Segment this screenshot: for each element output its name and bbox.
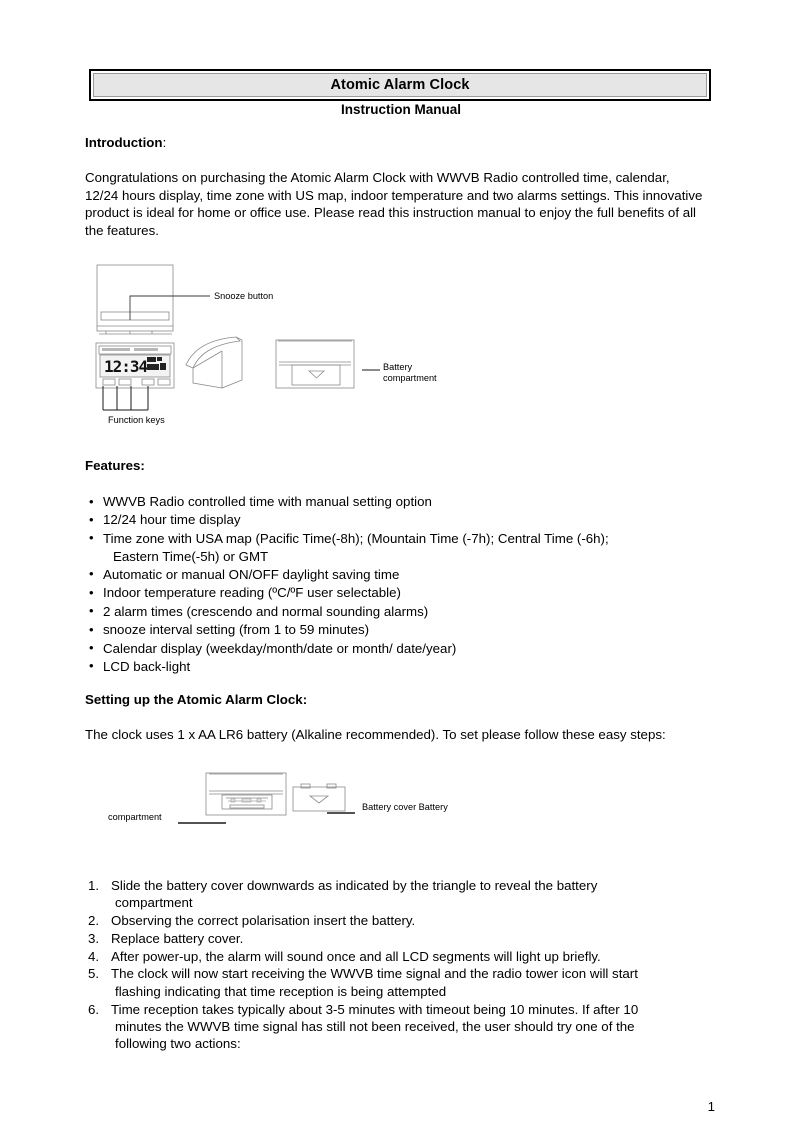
step-text-cont: compartment [115, 895, 193, 911]
feature-text: Automatic or manual ON/OFF daylight saving time [103, 566, 400, 582]
step-text-cont: minutes the WWVB time signal has still not been received, the user should try one of the [115, 1018, 635, 1034]
list-item [85, 511, 710, 529]
list-item [85, 621, 710, 639]
figure-label-function-keys: Function keys [108, 415, 165, 425]
step-number: 1. [88, 878, 100, 893]
step-number: 3. [88, 930, 100, 946]
step-text: The clock will now start receiving the WWVB time signal and the radio tower icon will start [111, 966, 638, 982]
step-number: 6. [88, 1001, 100, 1017]
step-text: Replace battery cover. [111, 930, 244, 946]
document-title-bar-inner [93, 73, 707, 97]
step-text-cont: flashing indicating that time reception is being attempted [115, 983, 447, 999]
feature-text: Calendar display (weekday/month/date or month/ date/year) [103, 640, 457, 656]
feature-text: 12/24 hour time display [103, 512, 241, 528]
setup-paragraph: The clock uses 1 x AA LR6 battery (Alkaline recommended). To set please follow these easy steps: [85, 727, 666, 742]
list-item [85, 493, 710, 511]
step-text: Observing the correct polarisation insert the battery. [111, 913, 416, 929]
list-item [85, 658, 710, 676]
setup-steps-list [85, 877, 712, 1053]
introduction-heading-text: Introduction [85, 135, 163, 150]
feature-text: Indoor temperature reading (ºC/ºF user selectable) [103, 585, 401, 601]
figure-label-compartment: compartment [108, 812, 162, 822]
list-item [85, 877, 712, 912]
list-item [85, 530, 710, 566]
feature-text-cont: Eastern Time(-5h) or GMT [113, 548, 269, 564]
step-number: 4. [88, 948, 100, 964]
list-item [85, 566, 710, 584]
list-item [85, 584, 710, 602]
introduction-paragraph: Congratulations on purchasing the Atomic Alarm Clock with WWVB Radio controlled time, calendar, 12/24 hours display, time zone with US map, indoor temperature and two alarms settings. This innovative product is ideal for home or office use. Please read this instruction manual to enjoy the full benefits of all the features. [85, 170, 703, 238]
list-item [85, 930, 712, 947]
feature-text: WWVB Radio controlled time with manual setting option [103, 494, 432, 509]
battery-cover-figure [100, 765, 500, 835]
figure-label-battery-cover: Battery cover Battery [362, 802, 448, 812]
step-text: Slide the battery cover downwards as indicated by the triangle to reveal the battery [111, 878, 598, 893]
step-text: After power-up, the alarm will sound once and all LCD segments will light up briefly. [111, 948, 601, 964]
step-text-cont2: following two actions: [115, 1036, 241, 1052]
figure-label-battery-compartment: Battery compartment [383, 362, 437, 383]
feature-text: LCD back-light [103, 658, 191, 674]
page-number: 1 [707, 1099, 715, 1114]
list-item [85, 948, 712, 965]
introduction-heading-colon: : [162, 135, 167, 150]
features-heading: Features: [85, 458, 145, 473]
list-item [85, 912, 712, 929]
setup-heading: Setting up the Atomic Alarm Clock: [85, 692, 308, 707]
list-item [85, 640, 710, 658]
feature-text: Time zone with USA map (Pacific Time(-8h); (Mountain Time (-7h); Central Time (-6h); [103, 530, 609, 546]
figure-label-snooze-button: Snooze button [214, 291, 274, 301]
list-item [85, 965, 712, 1000]
step-number: 5. [88, 966, 100, 982]
product-overview-figure [90, 255, 550, 435]
step-text: Time reception takes typically about 3-5 minutes with timeout being 10 minutes. If after 10 [111, 1001, 639, 1017]
list-item [85, 1001, 712, 1053]
document-title-bar [89, 69, 711, 101]
introduction-heading [85, 134, 707, 152]
feature-text: snooze interval setting (from 1 to 59 minutes) [103, 622, 370, 638]
battery-cover-drawing [100, 765, 500, 835]
list-item [85, 603, 710, 621]
feature-text: 2 alarm times (crescendo and normal sounding alarms) [103, 603, 429, 619]
features-list [85, 493, 710, 676]
step-number: 2. [88, 913, 100, 929]
document-subtitle: Instruction Manual [340, 102, 461, 117]
svg-text:12:34: 12:34 [104, 357, 148, 376]
page-title: Atomic Alarm Clock [330, 77, 470, 93]
product-overview-drawing [90, 255, 550, 435]
